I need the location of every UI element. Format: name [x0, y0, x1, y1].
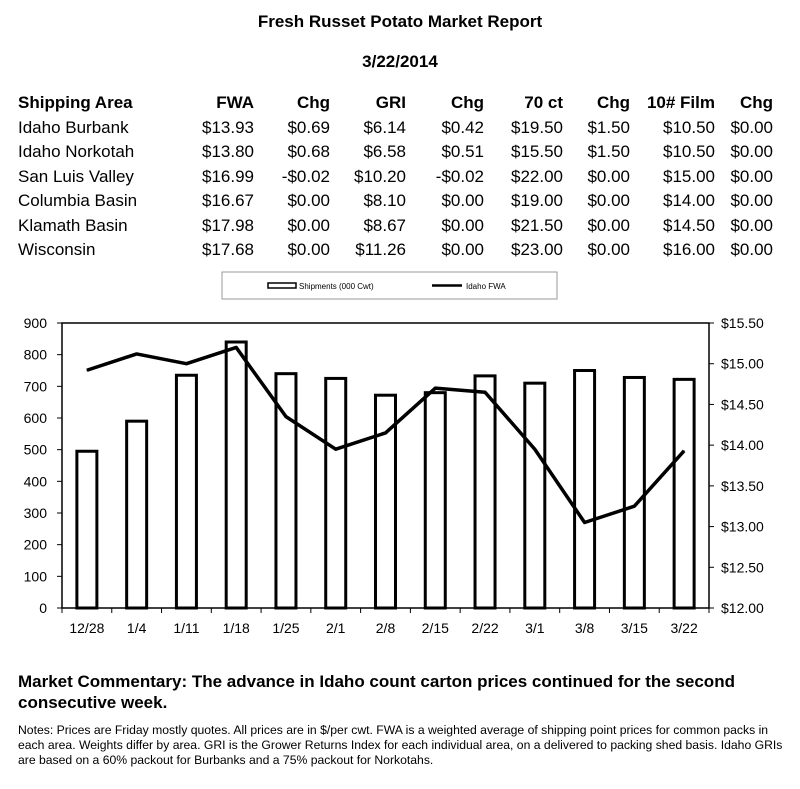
shipment-bar — [77, 451, 97, 608]
left-tick-label: 900 — [23, 315, 47, 331]
column-header: 10# Film — [646, 93, 715, 113]
price-cell: $13.80 — [202, 142, 254, 162]
price-cell: $6.58 — [363, 142, 406, 162]
price-cell: $0.42 — [441, 117, 484, 137]
shipment-bar — [575, 371, 595, 609]
price-cell: $0.00 — [441, 240, 484, 260]
footnotes: Notes: Prices are Friday mostly quotes. All prices are in $/per cwt. FWA is a weighted average of shipping point prices for common packs in each area. Weights differ by area. GRI is the Grower Returns Index for each individual area, on a delivered to packing shed basis. Idaho GRIs are based on a 60% packout for Burbanks and a 75% packout for Norkotahs. — [18, 723, 783, 767]
table-row — [18, 214, 773, 239]
price-cell: $0.00 — [587, 240, 630, 260]
price-cell: $0.00 — [287, 240, 330, 260]
price-cell: $23.00 — [511, 240, 563, 260]
fwa-point — [684, 450, 685, 451]
column-header: GRI — [375, 93, 406, 113]
price-cell: $10.50 — [663, 117, 715, 137]
left-tick-label: 100 — [23, 568, 47, 585]
legend-line-label: Idaho FWA — [466, 282, 506, 291]
price-table — [18, 91, 773, 263]
price-cell: $0.00 — [730, 117, 773, 137]
x-tick-label: 12/28 — [69, 620, 105, 636]
shipment-bar — [525, 383, 545, 608]
price-cell: $14.00 — [663, 191, 715, 211]
x-tick-label: 3/8 — [574, 620, 595, 636]
price-cell: $13.93 — [202, 117, 254, 137]
fwa-point — [385, 432, 386, 433]
price-cell: $11.26 — [355, 240, 406, 260]
x-axis — [62, 608, 709, 636]
legend-bar-swatch — [268, 283, 296, 288]
shipments-price-chart — [0, 268, 800, 648]
column-header: Chg — [296, 93, 330, 113]
market-commentary: Market Commentary: The advance in Idaho count carton prices continued for the second consecutive week. — [18, 672, 735, 712]
x-tick-label: 2/15 — [421, 620, 449, 636]
shipment-bar — [425, 393, 445, 608]
fwa-point — [584, 522, 585, 523]
x-tick-label: 3/22 — [670, 620, 698, 636]
fwa-point — [435, 388, 436, 389]
area-name-cell: San Luis Valley — [18, 166, 134, 186]
fwa-point — [236, 347, 237, 348]
price-cell: $17.68 — [202, 240, 254, 260]
price-cell: $17.98 — [202, 215, 254, 235]
price-cell: $0.00 — [441, 191, 484, 211]
shipment-bar — [127, 421, 147, 608]
x-tick-label: 2/1 — [325, 620, 346, 636]
right-tick-label: $14.50 — [721, 396, 764, 413]
price-cell: $0.00 — [730, 142, 773, 162]
price-cell: $15.50 — [511, 142, 563, 162]
price-cell: $8.67 — [363, 215, 406, 235]
shipment-bar — [674, 379, 694, 608]
x-tick-label: 3/1 — [525, 620, 545, 636]
fwa-point — [485, 392, 486, 393]
right-tick-label: $14.00 — [721, 437, 764, 454]
report-title: Fresh Russet Potato Market Report — [257, 12, 543, 31]
fwa-point — [335, 449, 336, 450]
price-cell: $0.51 — [441, 142, 484, 162]
x-tick-label: 2/8 — [375, 620, 396, 636]
fwa-point — [285, 416, 286, 417]
column-header: Chg — [596, 93, 630, 113]
price-cell: $0.00 — [287, 191, 330, 211]
area-name-cell: Wisconsin — [18, 240, 96, 260]
table-row — [18, 116, 773, 141]
shipment-bar — [624, 377, 644, 608]
price-cell: $0.00 — [587, 166, 630, 186]
column-header: FWA — [216, 93, 254, 113]
price-cell: $0.00 — [287, 215, 330, 235]
fwa-point — [534, 449, 535, 450]
table-row — [18, 238, 773, 263]
column-header: Chg — [450, 93, 484, 113]
x-tick-label: 1/11 — [173, 620, 200, 636]
left-tick-label: 800 — [23, 346, 47, 363]
left-tick-label: 600 — [23, 410, 47, 426]
area-name-cell: Idaho Burbank — [18, 117, 129, 137]
price-cell: $19.00 — [511, 191, 563, 211]
right-tick-label: $15.00 — [721, 355, 764, 372]
left-tick-label: 700 — [23, 378, 47, 395]
price-cell: $0.00 — [587, 215, 630, 235]
column-header: 70 ct — [524, 93, 563, 113]
fwa-point — [186, 363, 187, 364]
price-cell: -$0.02 — [281, 166, 330, 186]
area-name-cell: Columbia Basin — [18, 191, 138, 211]
x-tick-label: 1/25 — [272, 620, 300, 636]
price-cell: $8.10 — [363, 191, 406, 211]
area-name-cell: Klamath Basin — [18, 215, 128, 235]
header-row — [18, 91, 773, 116]
right-tick-label: $15.50 — [721, 315, 764, 331]
x-tick-label: 2/22 — [471, 620, 499, 636]
right-tick-label: $12.00 — [721, 600, 764, 616]
right-axis — [709, 315, 764, 616]
price-cell: $19.50 — [511, 117, 563, 137]
price-cell: $16.99 — [202, 166, 254, 186]
price-cell: $0.68 — [287, 142, 330, 162]
right-tick-label: $13.00 — [721, 518, 764, 535]
x-tick-label: 3/15 — [620, 620, 648, 636]
price-cell: $10.20 — [354, 166, 406, 186]
left-tick-label: 200 — [23, 536, 47, 553]
table-row — [18, 140, 773, 165]
price-cell: $0.00 — [587, 191, 630, 211]
price-cell: $16.00 — [663, 240, 715, 260]
price-cell: $1.50 — [587, 142, 630, 162]
price-cell: -$0.02 — [435, 166, 484, 186]
report-date: 3/22/2014 — [362, 52, 438, 71]
right-tick-label: $12.50 — [721, 559, 764, 576]
legend-bar-label: Shipments (000 Cwt) — [299, 282, 374, 291]
column-header: Chg — [739, 93, 773, 113]
table-row — [18, 189, 773, 214]
fwa-point — [634, 506, 635, 507]
left-tick-label: 400 — [23, 473, 47, 490]
table-row — [18, 165, 773, 190]
column-header: Shipping Area — [18, 93, 133, 113]
price-cell: $0.00 — [730, 240, 773, 260]
price-cell: $6.14 — [363, 117, 406, 137]
right-tick-label: $13.50 — [721, 477, 764, 494]
area-name-cell: Idaho Norkotah — [18, 142, 135, 162]
price-cell: $10.50 — [663, 142, 715, 162]
left-tick-label: 0 — [39, 600, 47, 616]
left-tick-label: 300 — [23, 505, 47, 521]
fwa-point — [86, 370, 87, 371]
x-tick-label: 1/18 — [222, 620, 250, 636]
chart-legend — [222, 272, 557, 299]
shipment-bars — [77, 342, 694, 608]
price-cell: $0.69 — [287, 117, 330, 137]
table-body — [18, 116, 773, 263]
shipment-bar — [475, 376, 495, 608]
shipment-bar — [176, 375, 196, 608]
price-cell: $21.50 — [511, 215, 563, 235]
table-header — [18, 91, 773, 116]
price-cell: $15.00 — [663, 166, 715, 186]
left-tick-label: 500 — [23, 441, 47, 458]
price-cell: $0.00 — [730, 215, 773, 235]
price-cell: $1.50 — [587, 117, 630, 137]
price-cell: $22.00 — [511, 166, 563, 186]
left-axis — [24, 315, 62, 616]
shipment-bar — [226, 342, 246, 608]
price-cell: $14.50 — [663, 215, 715, 235]
price-cell: $0.00 — [441, 215, 484, 235]
price-cell: $0.00 — [730, 166, 773, 186]
price-cell: $0.00 — [730, 191, 773, 211]
x-tick-label: 1/4 — [126, 620, 147, 636]
shipment-bar — [326, 378, 346, 608]
price-cell: $16.67 — [202, 191, 254, 211]
fwa-point — [136, 353, 137, 354]
